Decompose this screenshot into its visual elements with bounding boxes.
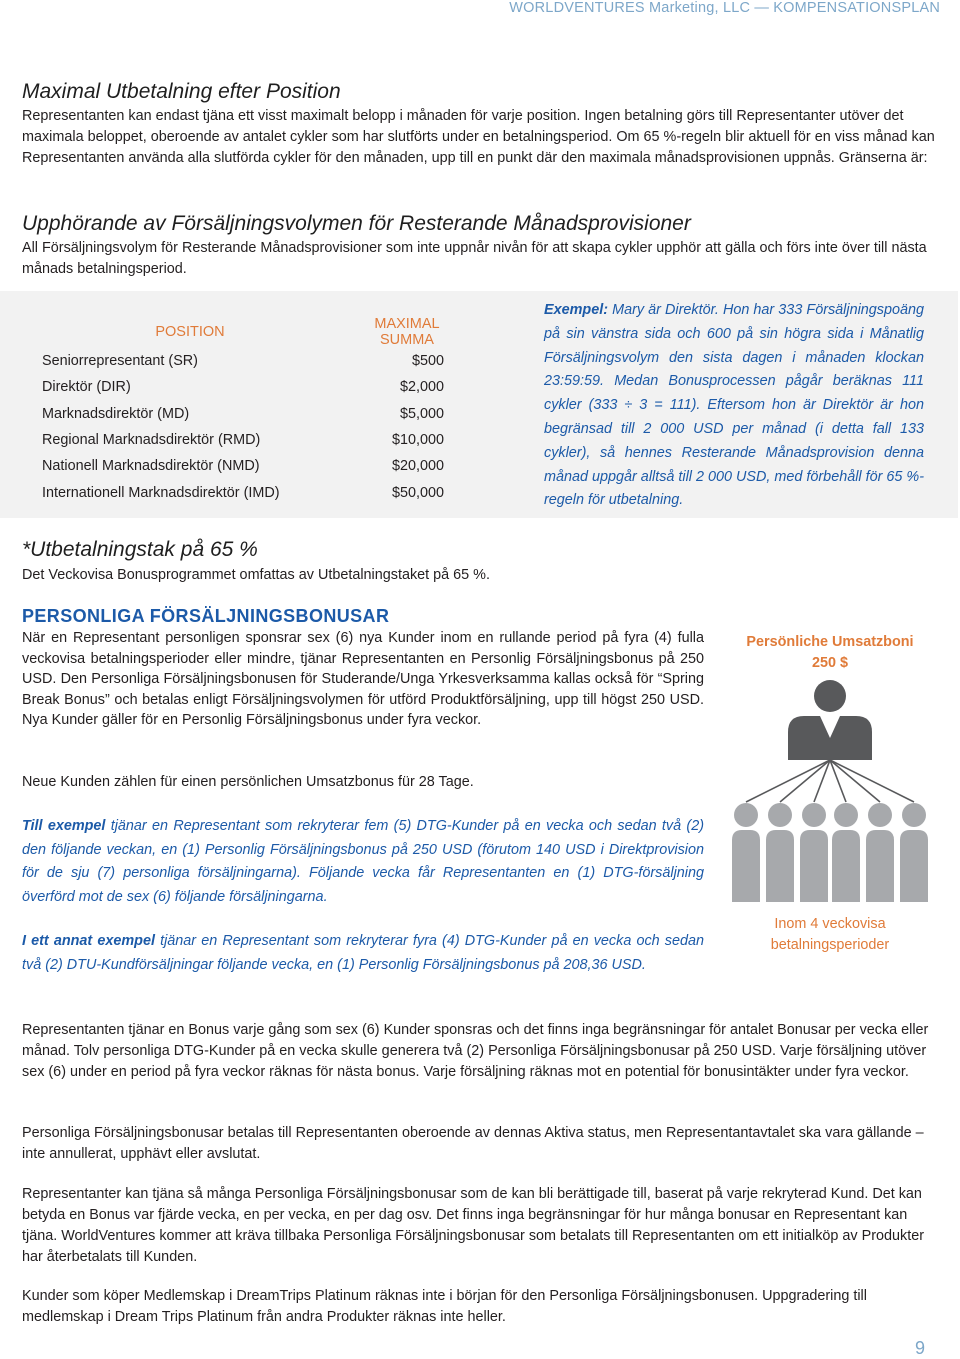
cap-body: Det Veckovisa Bonusprogrammet omfattas av Utbetalningstaket på 65 %. <box>22 567 490 583</box>
customer-person-icon <box>832 803 860 902</box>
connector-lines <box>746 760 914 802</box>
customer-person-icon <box>766 803 794 902</box>
position-cell: Direktör (DIR) <box>42 379 131 396</box>
customer-person-icon <box>866 803 894 902</box>
cap-title: *Utbetalningstak på 65 % <box>22 538 258 561</box>
position-cell: Seniorrepresentant (SR) <box>42 353 198 370</box>
paragraph-bonus-frequency: Representanten tjänar en Bonus varje gång som sex (6) Kunder sponsras och det finns inga begränsningar för antalet Bonusar per vecka eller månad. Tolv personliga DTG-Kunder på en vecka skulle generera två (2) Personliga Försäljningsbonusar på 250 USD. Varje försäljning utöver sex (6) under en period på fyra veckor räknas för nästa bonus. Varje försäljning räknas mot en potential för bonusintäkter under fyra veckor. <box>22 1022 929 1080</box>
table-row <box>38 348 462 374</box>
table-row <box>38 427 462 453</box>
table-row <box>38 479 462 505</box>
position-cell: Regional Marknadsdirektör (RMD) <box>42 432 261 449</box>
example-2-lead: I ett annat exempel <box>22 933 155 949</box>
termination-body: All Försäljningsvolym för Resterande Månadsprovisioner som inte uppnår nivån för att skapa cykler upphör att gälla och förs inte över till nästa månads betalningsperiod. <box>22 240 927 277</box>
paragraph-active-status: Personliga Försäljningsbonusar betalas till Representanten oberoende av dennas Aktiva status, men Representantavtalet ska vara gällande – inte annullerat, upphävt eller avslutat. <box>22 1125 924 1162</box>
personal-bonus-title: PERSONLIGA FÖRSÄLJNINGSBONUSAR <box>22 606 390 626</box>
amount-cell: $50,000 <box>391 484 444 501</box>
example-label: Exempel: <box>544 302 608 318</box>
table-row <box>38 374 462 400</box>
page-header: WORLDVENTURES Marketing, LLC — KOMPENSATIONSPLAN <box>509 0 940 16</box>
sponsor-tree-diagram <box>730 680 930 910</box>
amount-cell: $2,000 <box>399 379 444 396</box>
example-2 <box>22 930 704 977</box>
sponsor-person-icon <box>788 680 872 760</box>
table-row <box>38 401 462 427</box>
customer-person-icon <box>732 803 760 902</box>
example-text: Mary är Direktör. Hon har 333 Försäljningspoäng på sin vänstra sida och 600 på sin högra sida i Månatlig Försäljningsvolym den sista dagen i månaden klockan 23:59:59. Medan Bonusprocessen pågår beräknas 111 cykler (333 ÷ 3 = 111). Eftersom hon är Direktör är hon begränsad till 2 000 USD per månad (i detta fall 133 cykler), så hennes Resterande Månadsprovision denna månad uppgår alltså till 2 000 USD, med förbehåll för 65 %-regeln för utbetalning. <box>544 302 924 509</box>
position-cell: Marknadsdirektör (MD) <box>42 405 190 422</box>
example-2-text: tjänar en Representant som rekryterar fyra (4) DTG-Kunder på en vecka och sedan två (2) DTU-Kundförsäljningar följande vecka, en (1) Personlig Försäljningsbonus på 208,36 USD. <box>22 933 704 973</box>
personal-bonus-body: När en Representant personligen sponsrar sex (6) nya Kunder inom en rullande period på fyra (4) fulla veckovisa betalningsperioder eller mindre, tjänar Representanten en Personlig Försäljningsbonus på 250 USD. Den Personliga Försäljningsbonusen för Studerande/Unga Yrkesverksamma kallas också för “Spring Break Bonus” och betalas enligt Försäljningsvolymen för utförd Produktförsäljning, upp till högst 250 USD. Nya Kunder gäller för en Personlig Försäljningsbonus under fyra veckor. <box>22 630 704 729</box>
table-header-amount: MAXIMAL SUMMA <box>374 316 440 348</box>
german-note: Neue Kunden zählen für einen persönlichen Umsatzbonus für 28 Tage. <box>22 774 474 790</box>
example-1-text: tjänar en Representant som rekryterar fem (5) DTG-Kunder på en vecka och sedan två (2) den följande veckan, en (1) Personlig Försäljningsbonus på 250 USD (förutom 140 USD i Direktprovision för de sju (7) personliga försäljningarna). Följande vecka får Representanten en (1) DTG-försäljning överförd mot de sex (6) följande försäljningarna. <box>22 818 704 905</box>
max-payout-body: Representanten kan endast tjäna ett visst maximalt belopp i månaden för varje position. Ingen betalning görs till Representanter utöver det maximala beloppet, oberoende av antalet cykler som har slutförts under en betalningsperiod. Om 65 %-regeln blir aktuell för en viss månad kan Representanten använda alla slutförda cykler för den månaden, upp till en punkt där den maximala månadsprovisionen uppnås. Gränserna är: <box>22 108 935 166</box>
customer-person-icon <box>900 803 928 902</box>
amount-cell: $20,000 <box>391 458 444 475</box>
example-box <box>544 299 924 513</box>
max-payout-title: Maximal Utbetalning efter Position <box>22 80 341 103</box>
diagram-footer <box>730 914 930 956</box>
diagram-title-line1: Persönliche Umsatzboni <box>746 634 914 650</box>
customer-person-icon <box>800 803 828 902</box>
diagram-footer-line1: Inom 4 veckovisa <box>774 916 886 932</box>
diagram-title-line2: 250 $ <box>811 655 848 671</box>
page-number: 9 <box>914 1338 925 1358</box>
example-1-lead: Till exempel <box>22 818 106 834</box>
amount-cell: $5,000 <box>399 405 444 422</box>
diagram-title <box>730 632 930 674</box>
example-1 <box>22 815 704 909</box>
termination-title: Upphörande av Försäljningsvolymen för Resterande Månadsprovisioner <box>22 212 691 235</box>
paragraph-platinum: Kunder som köper Medlemskap i DreamTrips Platinum räknas inte i början för den Personliga Försäljningsbonusen. Uppgradering till medlemskap i Dream Trips Platinum från andra Produkter räknas inte heller. <box>22 1288 867 1325</box>
amount-cell: $10,000 <box>391 432 444 449</box>
limits-table <box>38 316 462 506</box>
table-header-position: POSITION <box>155 324 225 340</box>
table-row <box>38 453 462 479</box>
position-cell: Nationell Marknadsdirektör (NMD) <box>42 458 260 475</box>
amount-cell: $500 <box>411 353 444 370</box>
diagram-footer-line2: betalningsperioder <box>770 937 890 953</box>
position-cell: Internationell Marknadsdirektör (IMD) <box>42 484 280 501</box>
paragraph-unlimited-bonuses: Representanter kan tjäna så många Personliga Försäljningsbonusar som de kan bli berättigade till, baserat på varje rekryterad Kund. Det kan betyda en Bonus var fjärde vecka, en per vecka, en per dag osv. Det finns inga begränsningar för hur många bonusar en Representant kan tjäna. WorldVentures kommer att kräva tillbaka Personliga Försäljningsbonusar som betalats till Representanten om ett initialköp av Produkter har återbetalats till Kunden. <box>22 1186 924 1265</box>
